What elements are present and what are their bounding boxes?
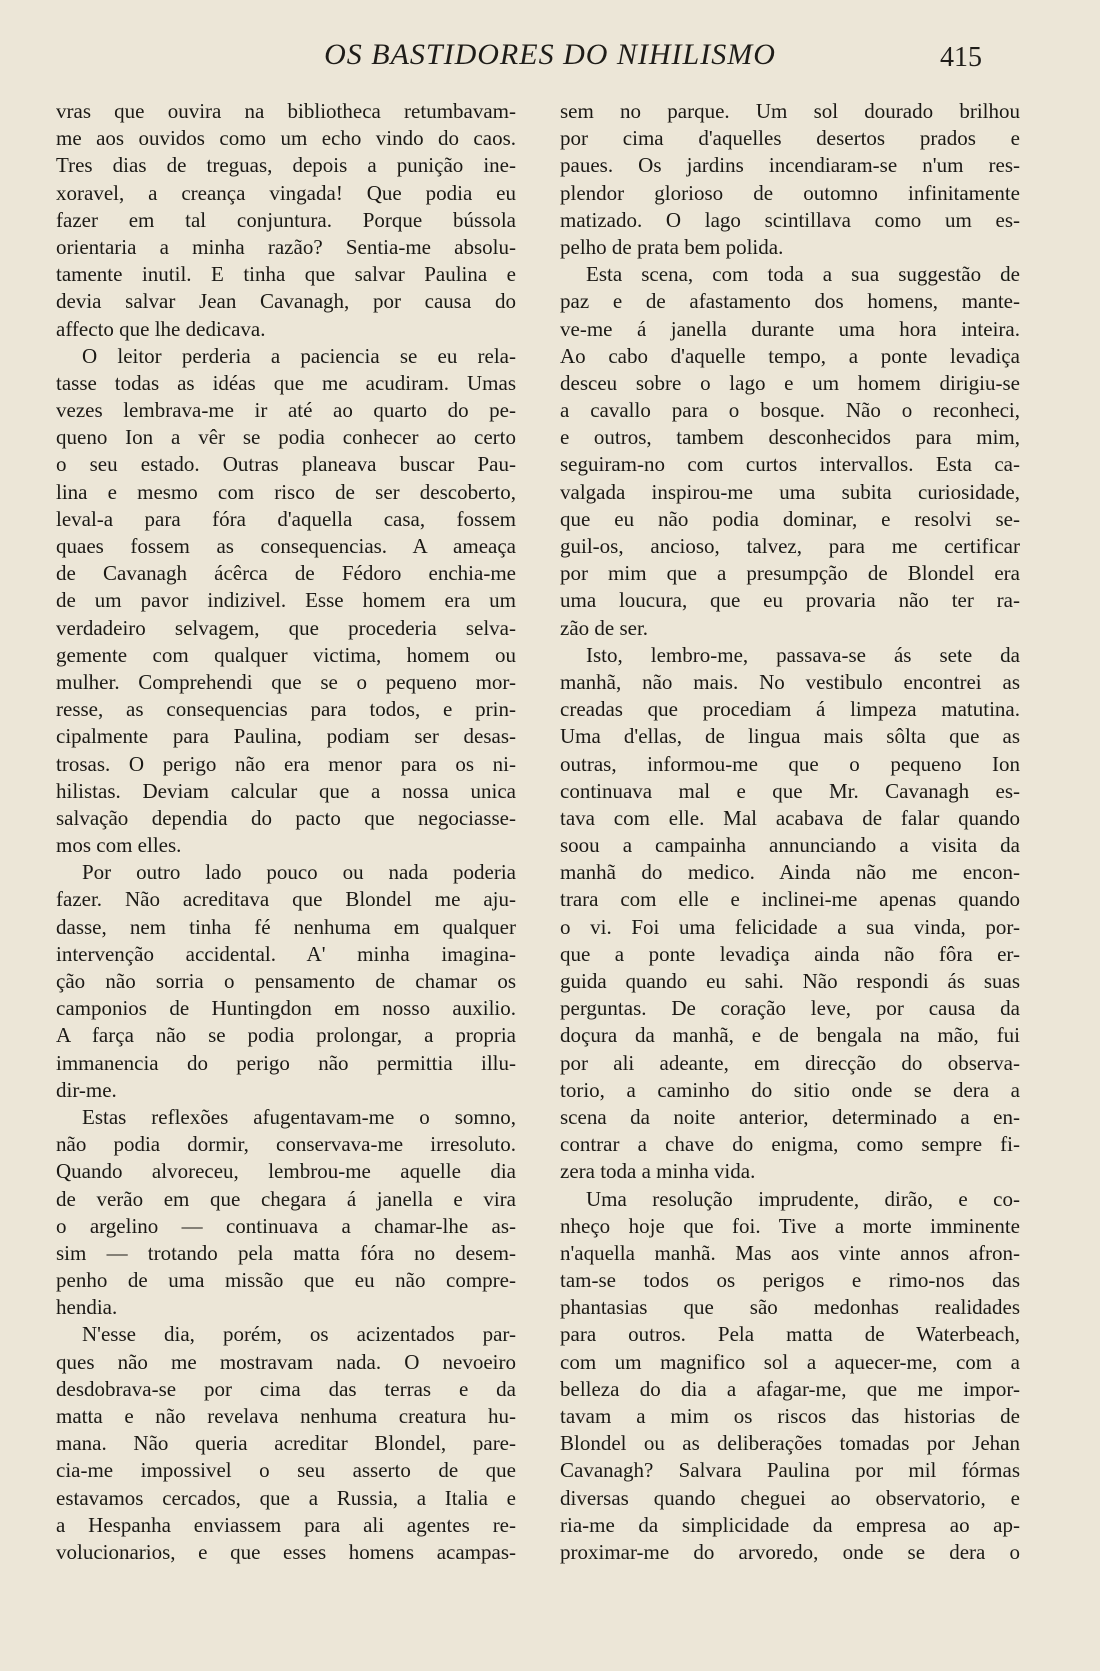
text-line: mos com elles.	[56, 833, 182, 858]
text-line: O leitor perderia a paciencia se eu rela-	[82, 343, 516, 368]
text-line: e outros, tambem desconhecidos para mim,	[560, 425, 1020, 450]
text-line: zão de ser.	[560, 615, 649, 640]
text-line: o vi. Foi uma felicidade a sua vinda, por-	[560, 914, 1020, 939]
text-line: penho de uma missão que eu não compre-	[56, 1268, 516, 1293]
text-line: ção não sorria o pensamento de chamar os	[56, 969, 516, 993]
running-title: OS BASTIDORES DO NIHILISMO	[324, 38, 776, 71]
text-line: Tres dias de treguas, depois a punição ine-	[56, 153, 516, 178]
text-line: zera toda a minha vida.	[560, 1159, 756, 1184]
text-line: phantasias que são medonhas realidades	[560, 1295, 1020, 1320]
text-line: gemente com qualquer victima, homem ou	[56, 642, 516, 667]
text-line: o argelino — continuava a chamar-lhe as-	[56, 1213, 516, 1238]
text-line: tasse todas as idéas que me acudiram. Umas	[56, 370, 516, 395]
text-line: tavam a mim os riscos das historias de	[560, 1404, 1020, 1428]
text-line: salvação dependia do pacto que negociasse-	[56, 805, 516, 830]
text-line: tamente inutil. E tinha que salvar Paulina e	[56, 262, 516, 287]
text-line: mana. Não queria acreditar Blondel, pare-	[56, 1431, 516, 1456]
text-line: uma loucura, que eu provaria não ter ra-	[560, 588, 1020, 613]
text-line: affecto que lhe dedicava.	[56, 316, 266, 341]
text-line: cipalmente para Paulina, podiam ser desas-	[56, 724, 516, 749]
text-line: hendia.	[56, 1295, 118, 1320]
text-line: Uma d'ellas, de lingua mais sôlta que as	[560, 724, 1020, 749]
page-number: 415	[940, 42, 982, 73]
text-line: tam-se todos os perigos e rimo-nos das	[560, 1268, 1020, 1293]
text-line: camponios de Huntingdon em nosso auxilio.	[56, 996, 516, 1021]
text-line: belleza do dia a afagar-me, que me impor-	[560, 1376, 1020, 1401]
text-line: para outros. Pela matta de Waterbeach,	[560, 1322, 1020, 1347]
text-line: continuava mal e que Mr. Cavanagh es-	[560, 778, 1020, 803]
text-line: fazer em tal conjuntura. Porque bússola	[56, 207, 516, 232]
text-line: pelho de prata bem polida.	[560, 234, 784, 259]
text-line: hilistas. Deviam calcular que a nossa unica	[56, 778, 516, 803]
text-line: dir-me.	[56, 1077, 117, 1102]
text-line: soou a campainha annunciando a visita da	[560, 833, 1020, 858]
text-line: de um pavor indizivel. Esse homem era um	[56, 588, 516, 613]
text-line: manhã, não mais. No vestibulo encontrei as	[560, 669, 1020, 694]
text-line: orientaria a minha razão? Sentia-me absolu-	[56, 234, 516, 259]
text-line: que eu não podia dominar, e resolvi se-	[560, 506, 1020, 531]
text-line: intervenção accidental. A' minha imagina-	[56, 941, 516, 966]
text-line: leval-a para fóra d'aquella casa, fossem	[56, 506, 516, 531]
text-line: Uma resolução imprudente, dirão, e co-	[586, 1186, 1020, 1211]
text-line: lina e mesmo com risco de ser descoberto,	[56, 479, 516, 504]
text-line: por mim que a presumpção de Blondel era	[560, 561, 1020, 586]
text-line: Isto, lembro-me, passava-se ás sete da	[586, 642, 1020, 667]
text-line: Quando alvoreceu, lembrou-me aquelle dia	[56, 1159, 516, 1184]
text-line: queno Ion a vêr se podia conhecer ao certo	[56, 425, 516, 450]
text-line: matizado. O lago scintillava como um es-	[560, 207, 1020, 232]
text-line: fazer. Não acreditava que Blondel me aju-	[56, 887, 516, 912]
text-line: trara com elle e inclinei-me apenas quando	[560, 887, 1020, 912]
text-line: torio, a caminho do sitio onde se dera a	[560, 1077, 1020, 1102]
text-line: paz e de afastamento dos homens, mante-	[560, 289, 1020, 314]
text-line: de Cavanagh ácêrca de Fédoro enchia-me	[56, 561, 516, 586]
text-line: sem no parque. Um sol dourado brilhou	[560, 99, 1020, 123]
text-line: o seu estado. Outras planeava buscar Pau-	[56, 452, 516, 477]
text-line: scena da noite anterior, determinado a en-	[560, 1104, 1020, 1129]
text-line: seguiram-no com curtos intervallos. Esta ca-	[560, 452, 1020, 477]
text-line: resse, as consequencias para todos, e prin-	[56, 697, 516, 722]
text-line: perguntas. De coração leve, por causa da	[560, 996, 1020, 1021]
text-line: nheço hoje que foi. Tive a morte imminente	[560, 1213, 1020, 1238]
text-line: tava com elle. Mal acabava de falar quando	[560, 805, 1020, 830]
text-line: que a ponte levadiça ainda não fôra er-	[560, 941, 1020, 966]
text-line: outras, informou-me que o pequeno Ion	[560, 751, 1020, 776]
text-line: trosas. O perigo não era menor para os ni-	[56, 751, 516, 776]
text-line: dasse, nem tinha fé nenhuma em qualquer	[56, 914, 516, 939]
text-line: valgada inspirou-me uma subita curiosidade,	[560, 479, 1020, 504]
text-line: creadas que procediam á limpeza matutina.	[560, 697, 1020, 722]
text-line: vezes lembrava-me ir até ao quarto do pe-	[56, 398, 516, 423]
text-line: Blondel ou as deliberações tomadas por Jehan	[560, 1431, 1020, 1456]
text-line: ques não me mostravam nada. O nevoeiro	[56, 1349, 516, 1374]
text-line: paues. Os jardins incendiaram-se n'um res-	[560, 153, 1020, 178]
text-line: devia salvar Jean Cavanagh, por causa do	[56, 289, 516, 314]
text-line: desceu sobre o lago e um homem dirigiu-se	[560, 370, 1020, 395]
text-line: por cima d'aquelles desertos prados e	[560, 126, 1020, 151]
text-line: immanencia do perigo não permittia illu-	[56, 1050, 516, 1075]
text-line: N'esse dia, porém, os acizentados par-	[82, 1322, 516, 1347]
text-line: a cavallo para o bosque. Não o reconheci,	[560, 398, 1020, 423]
text-line: plendor glorioso de outomno infinitamente	[560, 180, 1020, 205]
text-line: verdadeiro selvagem, que procederia selva-	[56, 615, 516, 640]
text-line: a Hespanha enviassem para ali agentes re-	[56, 1512, 516, 1537]
text-line: matta e não revelava nenhuma creatura hu-	[56, 1404, 516, 1428]
left-text-column	[56, 98, 516, 1566]
text-line: estavamos cercados, que a Russia, a Italia e	[56, 1485, 516, 1510]
text-line: volucionarios, e que esses homens acampas-	[56, 1539, 516, 1564]
text-line: ve-me á janella durante uma hora inteira.	[560, 316, 1020, 341]
text-line: de verão em que chegara á janella e vira	[56, 1186, 516, 1211]
text-line: desdobrava-se por cima das terras e da	[56, 1376, 516, 1401]
text-line: cia-me impossivel o seu asserto de que	[56, 1458, 516, 1483]
text-line: doçura da manhã, e de bengala na mão, fui	[560, 1023, 1020, 1048]
text-line: contrar a chave do enigma, como sempre fi-	[560, 1132, 1020, 1157]
right-text-column	[560, 98, 1020, 1566]
text-line: Ao cabo d'aquelle tempo, a ponte levadiça	[560, 343, 1020, 368]
text-line: sim — trotando pela matta fóra no desem-	[56, 1240, 516, 1265]
text-line: guida quando eu sahi. Não respondi ás suas	[560, 969, 1020, 993]
text-line: me aos ouvidos como um echo vindo do caos.	[56, 126, 516, 151]
text-line: com um magnifico sol a aquecer-me, com a	[560, 1349, 1020, 1374]
text-line: quaes fossem as consequencias. A ameaça	[56, 534, 516, 558]
text-line: não podia dormir, conservava-me irresoluto.	[56, 1132, 516, 1157]
text-line: guil-os, ancioso, talvez, para me certificar	[560, 534, 1020, 558]
text-line: Por outro lado pouco ou nada poderia	[82, 860, 516, 885]
text-line: Cavanagh? Salvara Paulina por mil fórmas	[560, 1458, 1020, 1483]
text-line: por ali adeante, em direcção do observa-	[560, 1050, 1020, 1075]
text-line: A farça não se podia prolongar, a propria	[56, 1023, 516, 1048]
text-line: Esta scena, com toda a sua suggestão de	[586, 262, 1020, 287]
text-line: xoravel, a creança vingada! Que podia eu	[56, 180, 516, 205]
text-line: proximar-me do arvoredo, onde se dera o	[560, 1539, 1020, 1564]
text-line: ria-me da simplicidade da empresa ao ap-	[560, 1512, 1020, 1537]
text-line: n'aquella manhã. Mas aos vinte annos afron-	[560, 1240, 1020, 1265]
text-line: vras que ouvira na bibliotheca retumbavam-	[56, 99, 516, 123]
text-line: manhã do medico. Ainda não me encon-	[560, 860, 1020, 885]
text-line: Estas reflexões afugentavam-me o somno,	[82, 1104, 516, 1129]
text-line: mulher. Comprehendi que se o pequeno mor-	[56, 669, 516, 694]
text-line: diversas quando cheguei ao observatorio, e	[560, 1485, 1020, 1510]
